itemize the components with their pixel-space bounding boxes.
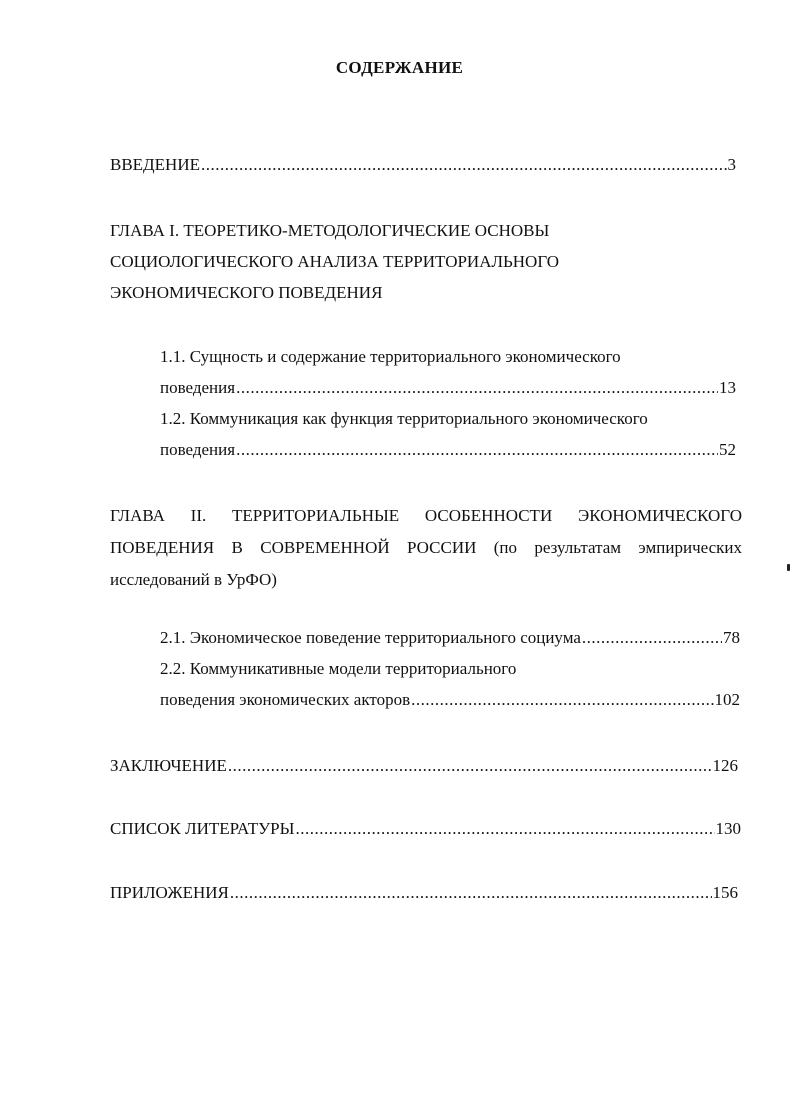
toc-entry-label: 2.1. Экономическое поведение территориального социума (160, 628, 581, 647)
section-2-2-line1: 2.2. Коммуникативные модели территориального (160, 659, 517, 678)
dot-leader (236, 377, 718, 399)
toc-entry-references[interactable] (110, 818, 741, 840)
section-1-2-line1: 1.2. Коммуникация как функция территориального экономического (160, 409, 648, 428)
chapter2-heading-line3: исследований в УрФО) (110, 570, 277, 589)
toc-entry-label: ПРИЛОЖЕНИЯ (110, 883, 229, 902)
toc-page-number: 78 (723, 628, 740, 647)
toc-entry-conclusion[interactable] (110, 755, 738, 777)
dot-leader (411, 689, 713, 711)
chapter2-heading-2 (110, 537, 742, 559)
dot-leader (236, 439, 718, 461)
toc-entry-label: СПИСОК ЛИТЕРАТУРЫ (110, 819, 295, 838)
toc-entry-section-2-1[interactable] (160, 627, 740, 649)
toc-page-number: 52 (719, 440, 736, 459)
chapter2-heading-line1: ГЛАВА II. ТЕРРИТОРИАЛЬНЫЕ ОСОБЕННОСТИ ЭКОНОМИЧЕСКОГО (110, 506, 742, 525)
toc-entry-section-2-2[interactable] (160, 689, 740, 711)
toc-page-number: 13 (719, 378, 736, 397)
dot-leader (201, 154, 727, 176)
chapter1-heading-line3: ЭКОНОМИЧЕСКОГО ПОВЕДЕНИЯ (110, 283, 383, 302)
toc-entry-section-1-2[interactable] (160, 439, 736, 461)
scan-speck (787, 564, 790, 571)
chapter1-heading-line1: ГЛАВА I. ТЕОРЕТИКО-МЕТОДОЛОГИЧЕСКИЕ ОСНОВЫ (110, 221, 550, 240)
chapter1-heading-line2: СОЦИОЛОГИЧЕСКОГО АНАЛИЗА ТЕРРИТОРИАЛЬНОГО (110, 252, 560, 271)
toc-entry-label: поведения (160, 440, 236, 459)
dot-leader (230, 882, 712, 904)
page-title: СОДЕРЖАНИЕ (335, 58, 464, 77)
toc-entry-label: поведения экономических акторов (160, 690, 411, 709)
section-1-1-line1: 1.1. Сущность и содержание территориального экономического (160, 347, 621, 366)
toc-page-number: 130 (715, 819, 741, 838)
dot-leader (582, 627, 722, 649)
dot-leader (295, 818, 714, 840)
toc-entry-label: ЗАКЛЮЧЕНИЕ (110, 756, 227, 775)
toc-entry-section-1-1[interactable] (160, 377, 736, 399)
toc-entry-label: поведения (160, 378, 236, 397)
toc-entry-intro[interactable] (110, 154, 736, 176)
dot-leader (228, 755, 712, 777)
chapter2-heading-line2: ПОВЕДЕНИЯ В СОВРЕМЕННОЙ РОССИИ (по результатам эмпирических (110, 538, 742, 557)
toc-entry-appendices[interactable] (110, 882, 738, 904)
toc-entry-label: ВВЕДЕНИЕ (110, 155, 200, 174)
toc-page-number: 156 (712, 883, 738, 902)
toc-page-number: 3 (727, 155, 736, 174)
chapter2-heading (110, 505, 742, 527)
toc-page-number: 102 (714, 690, 740, 709)
toc-page-number: 126 (712, 756, 738, 775)
